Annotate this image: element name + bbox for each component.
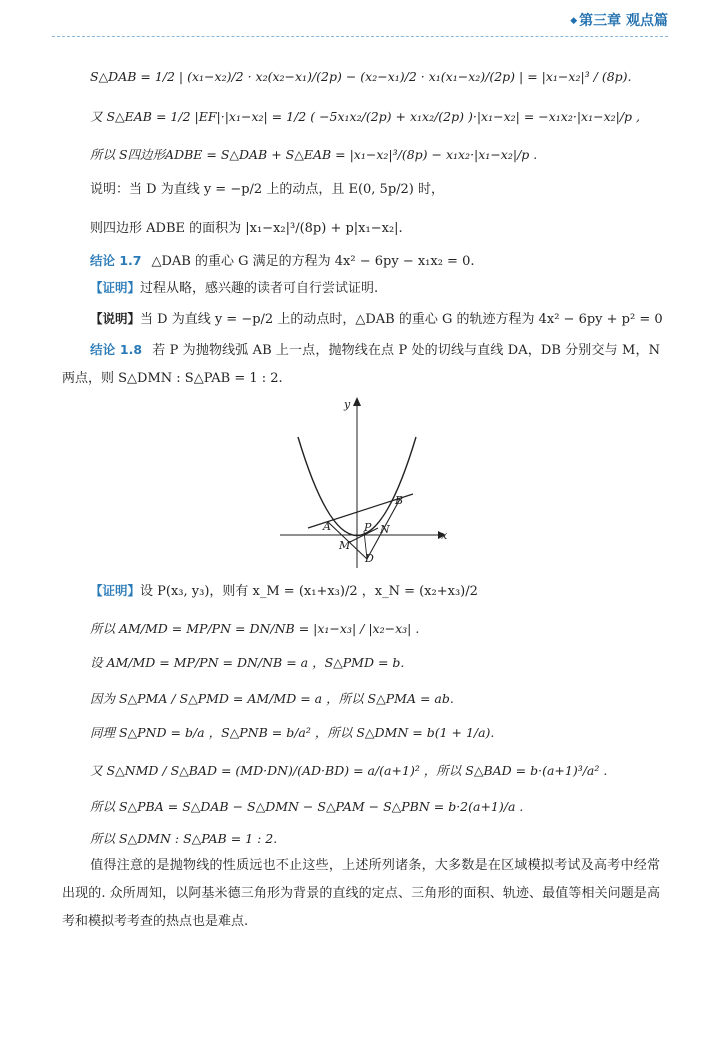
conclusion-label: 结论 1.8: [90, 342, 143, 357]
area-result-line: 则四边形 ADBE 的面积为 |x₁−x₂|³/(8p) + p|x₁−x₂|.: [90, 221, 403, 236]
proof-1-8-first: [90, 582, 478, 601]
label-x: x: [441, 529, 448, 542]
proof-line-1: 所以 AM/MD = MP/PN = DN/NB = |x₁−x₃| / |x₂−x₃| .: [90, 621, 420, 636]
proof-line-7: 所以 S△DMN : S△PAB = 1 : 2.: [90, 831, 278, 846]
conclusion-1-8: [62, 336, 660, 393]
label-A: A: [323, 520, 331, 533]
proof-line-3: 因为 S△PMA / S△PMD = AM/MD = a ，所以 S△PMA = ab.: [90, 691, 454, 706]
label-y: y: [344, 398, 351, 411]
header-divider: [52, 36, 668, 37]
label-D: D: [365, 552, 374, 565]
proof-line-5: 又 S△NMD / S△BAD = (MD·DN)/(AD·BD) = a/(a+1)² ，所以 S△BAD = b·(a+1)³/a² .: [90, 763, 608, 778]
formula-line-3: 所以 S四边形ADBE = S△DAB + S△EAB = |x₁−x₂|³/(8p) − x₁x₂·|x₁−x₂|/p .: [90, 147, 538, 162]
conclusion-text: 若 P 为抛物线弧 AB 上一点，抛物线在点 P 处的切线与直线 DA，DB 分别交与 M，N 两点，则 S△DMN : S△PAB = 1 : 2.: [62, 343, 660, 386]
formula-line-2: 又 S△EAB = 1/2 |EF|·|x₁−x₂| = 1/2 ( −5x₁x₂/(2p) + x₁x₂/(2p) )·|x₁−x₂| = −x₁x₂·|x₁−x₂|/p ,: [90, 109, 641, 124]
proof-tag: 【证明】: [90, 280, 141, 295]
closing-text: 值得注意的是抛物线的性质远也不止这些，上述所列诸条，大多数是在区域模拟考试及高考中经常出现的. 众所周知，以阿基米德三角形为背景的直线的定点、三角形的面积、轨迹、最值等相关问题是高考和模拟考考查的热点也是难点.: [62, 858, 660, 929]
parabola-figure: [270, 392, 460, 572]
chapter-header: [570, 10, 668, 30]
proof-tag: 【证明】: [90, 583, 141, 598]
explanation-line: 说明：当 D 为直线 y = −p/2 上的动点，且 E(0, 5p/2) 时，: [90, 182, 444, 197]
closing-paragraph: [62, 852, 660, 936]
note-text: 当 D 为直线 y = −p/2 上的动点时，△DAB 的重心 G 的轨迹方程为 4x² − 6py + p² = 0: [140, 312, 663, 327]
note-1-7: [90, 310, 663, 329]
conclusion-label: 结论 1.7: [90, 253, 142, 268]
y-axis-arrow: [353, 397, 361, 406]
proof-line-4: 同理 S△PND = b/a ，S△PNB = b/a² ，所以 S△DMN = b(1 + 1/a).: [90, 725, 495, 740]
label-B: B: [395, 494, 404, 507]
proof-first-line: 设 P(x₃, y₃)，则有 x_M = (x₁+x₃)/2 ，x_N = (x₂+x₃)/2: [140, 584, 478, 599]
proof-text: 过程从略，感兴趣的读者可自行尝试证明.: [140, 281, 379, 296]
chapter-title: 第三章 观点篇: [579, 13, 668, 29]
formula-line-1: S△DAB = 1/2 | (x₁−x₂)/2 · x₂(x₂−x₁)/(2p) − (x₂−x₁)/2 · x₁(x₁−x₂)/(2p) | = |x₁−x₂|³ / (8p).: [90, 69, 632, 84]
note-tag: 【说明】: [90, 311, 141, 326]
label-P: P: [364, 521, 372, 534]
diamond-icon: ◆: [570, 16, 578, 26]
label-M: M: [339, 539, 351, 552]
proof-line-2: 设 AM/MD = MP/PN = DN/NB = a ，S△PMD = b.: [90, 655, 405, 670]
proof-1-7: [90, 279, 378, 298]
label-N: N: [380, 523, 390, 536]
conclusion-1-7: [90, 252, 475, 271]
conclusion-text: △DAB 的重心 G 满足的方程为 4x² − 6py − x₁x₂ = 0.: [151, 254, 475, 269]
proof-line-6: 所以 S△PBA = S△DAB − S△DMN − S△PAM − S△PBN = b·2(a+1)/a .: [90, 799, 524, 814]
